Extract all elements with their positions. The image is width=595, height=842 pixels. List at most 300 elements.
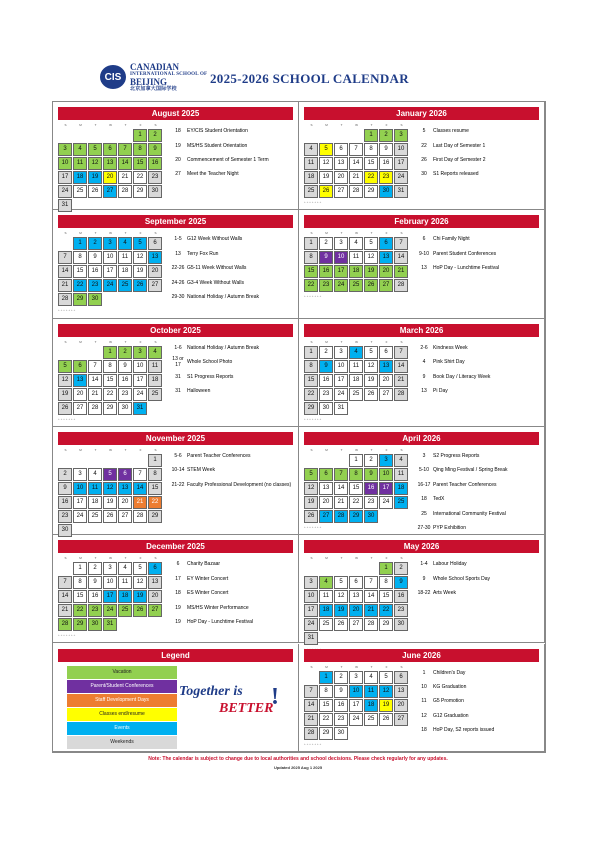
day-cell: 15 <box>364 157 378 170</box>
day-cell: 29 <box>379 618 393 631</box>
day-cell <box>304 671 318 684</box>
day-cell: 20 <box>118 496 132 509</box>
day-cell: 24 <box>379 496 393 509</box>
day-cell: 11 <box>349 360 363 373</box>
day-cell: 12 <box>304 482 318 495</box>
day-cell <box>133 293 147 306</box>
event-date: 5-10 <box>418 467 429 474</box>
weekday-label: S <box>400 123 403 127</box>
weekday-label: W <box>355 231 358 236</box>
day-cell: 10 <box>394 143 408 156</box>
weekday-label: W <box>355 123 358 127</box>
day-cell: 21 <box>304 713 318 726</box>
event-date: 9 <box>422 575 426 582</box>
event-item <box>415 355 540 369</box>
event-item <box>415 247 540 261</box>
day-cell: 27 <box>148 604 162 617</box>
day-cell: 26 <box>364 279 378 292</box>
day-cell: 2 <box>319 346 333 359</box>
event-date: 22-26 <box>171 265 185 272</box>
event-item <box>415 369 540 383</box>
weekday-label: S <box>310 664 313 669</box>
month-panel-june-2026 <box>299 644 545 752</box>
day-cell <box>319 454 333 467</box>
day-cell: 24 <box>304 618 318 631</box>
event-date: 22 <box>421 142 427 149</box>
month-grid <box>304 122 409 204</box>
event-item <box>415 384 540 398</box>
day-cell: 11 <box>73 157 87 170</box>
event-text: G3-4 Week Without Walls <box>187 279 244 286</box>
day-cell: 7 <box>304 685 318 698</box>
day-cell: 29 <box>304 402 318 415</box>
weekday-label: S <box>310 339 313 344</box>
month-footnote: + + + + + + + <box>58 416 76 421</box>
day-cell: 14 <box>364 590 378 603</box>
day-cell <box>73 346 87 359</box>
day-cell: 8 <box>133 143 147 156</box>
day-cell: 20 <box>379 374 393 387</box>
event-text: International Community Festival <box>433 510 506 517</box>
day-cell <box>118 454 132 467</box>
month-grid <box>58 339 163 421</box>
event-date: 5 <box>422 128 426 135</box>
event-text: National Holiday / Autumn Break <box>187 294 259 301</box>
day-cell: 14 <box>304 699 318 712</box>
day-cell: 9 <box>394 576 408 589</box>
event-text: Commencement of Semester 1 Term <box>187 156 269 163</box>
event-text: STEM Week <box>187 467 215 474</box>
day-cell: 26 <box>319 185 333 198</box>
day-cell: 25 <box>88 510 102 523</box>
event-date: 24-26 <box>171 279 185 286</box>
day-cell <box>364 562 378 575</box>
day-cell: 17 <box>334 265 348 278</box>
day-cell <box>148 402 162 415</box>
day-cell: 20 <box>103 171 117 184</box>
week-row <box>304 279 409 293</box>
week-row <box>58 496 163 510</box>
weekday-label: W <box>109 556 112 561</box>
day-cell: 1 <box>364 129 378 142</box>
event-list <box>415 449 540 535</box>
week-row <box>58 618 163 632</box>
day-cell: 23 <box>148 171 162 184</box>
day-cell: 19 <box>364 374 378 387</box>
day-cell: 26 <box>103 510 117 523</box>
day-cell: 16 <box>319 374 333 387</box>
day-cell: 26 <box>364 388 378 401</box>
day-cell: 14 <box>334 482 348 495</box>
event-item <box>415 167 540 181</box>
month-title: May 2026 <box>304 540 539 553</box>
weekday-label: W <box>109 231 112 236</box>
day-cell: 20 <box>73 388 87 401</box>
day-cell: 14 <box>394 360 408 373</box>
event-date: 13 <box>175 250 181 257</box>
weekday-label: T <box>370 123 373 127</box>
event-date: 13 <box>421 265 427 272</box>
day-cell: 25 <box>118 279 132 292</box>
day-cell <box>319 562 333 575</box>
day-cell: 28 <box>394 388 408 401</box>
weekday-label: M <box>325 556 328 561</box>
event-text: Terry Fox Run <box>187 250 219 257</box>
event-text: First Day of Semester 2 <box>433 156 486 163</box>
day-cell: 30 <box>319 402 333 415</box>
day-cell: 16 <box>379 157 393 170</box>
day-cell: 29 <box>319 727 333 740</box>
day-cell <box>88 129 102 142</box>
week-row <box>304 143 409 157</box>
week-row <box>304 185 409 199</box>
day-cell: 10 <box>58 157 72 170</box>
day-cell: 18 <box>364 699 378 712</box>
day-cell: 18 <box>148 374 162 387</box>
day-cell: 30 <box>88 618 102 631</box>
weekday-label: T <box>340 339 343 344</box>
event-text: S1 Reports released <box>433 171 479 178</box>
day-cell: 2 <box>88 562 102 575</box>
day-cell: 23 <box>88 604 102 617</box>
day-cell <box>334 454 348 467</box>
day-cell <box>349 727 363 740</box>
day-cell: 28 <box>364 618 378 631</box>
day-cell <box>58 129 72 142</box>
day-cell <box>394 402 408 415</box>
day-cell <box>379 402 393 415</box>
day-cell: 31 <box>133 402 147 415</box>
day-cell: 20 <box>379 265 393 278</box>
day-cell: 19 <box>103 496 117 509</box>
day-cell: 18 <box>349 265 363 278</box>
event-item <box>415 492 540 506</box>
weekday-label: W <box>109 339 112 344</box>
event-date: 18 <box>175 590 181 597</box>
weekday-label: S <box>64 556 67 561</box>
weekday-header <box>58 555 163 562</box>
event-text: Parent Student Conferences <box>433 250 497 257</box>
event-text: Qing Ming Festival / Spring Break <box>433 467 508 474</box>
day-cell <box>58 237 72 250</box>
day-cell <box>148 293 162 306</box>
day-cell: 19 <box>304 496 318 509</box>
day-cell: 24 <box>334 388 348 401</box>
day-cell: 17 <box>349 699 363 712</box>
event-list <box>415 232 540 275</box>
month-footnote: + + + + + + + <box>304 741 322 746</box>
legend-item: Weekends <box>67 736 177 749</box>
day-cell: 25 <box>304 185 318 198</box>
day-cell: 5 <box>133 562 147 575</box>
day-cell: 14 <box>133 482 147 495</box>
day-cell: 7 <box>118 143 132 156</box>
event-date: 20 <box>175 156 181 163</box>
day-cell: 9 <box>58 482 72 495</box>
event-text: HoP Day - Lunchtime Festival <box>187 618 254 625</box>
day-cell: 30 <box>88 293 102 306</box>
weekday-label: T <box>370 664 373 669</box>
day-cell: 11 <box>304 157 318 170</box>
day-cell: 16 <box>394 590 408 603</box>
day-cell: 4 <box>118 237 132 250</box>
day-cell: 5 <box>88 143 102 156</box>
weekday-label: S <box>64 231 67 236</box>
school-name-cn: 北京加拿大国际学校 <box>130 87 177 92</box>
event-item <box>169 261 294 275</box>
day-cell: 10 <box>103 251 117 264</box>
weekday-header <box>304 447 409 454</box>
event-list <box>415 666 540 738</box>
day-cell: 6 <box>148 237 162 250</box>
legend-item: Classes end/resume <box>67 708 177 721</box>
event-text: G12 Week Without Walls <box>187 236 243 243</box>
event-text: ES Winter Concert <box>187 590 229 597</box>
event-item <box>169 355 294 369</box>
event-item <box>169 341 294 355</box>
day-cell: 17 <box>379 482 393 495</box>
day-cell: 14 <box>349 157 363 170</box>
event-text: PYP Exhibition <box>433 525 466 532</box>
day-cell: 24 <box>334 279 348 292</box>
weekday-label: T <box>370 231 373 236</box>
day-cell: 6 <box>148 562 162 575</box>
event-text: Whole School Photo <box>187 359 233 366</box>
day-cell: 15 <box>319 699 333 712</box>
event-item <box>415 138 540 152</box>
day-cell: 28 <box>349 185 363 198</box>
event-item <box>169 138 294 152</box>
day-cell: 19 <box>133 590 147 603</box>
weekday-label: W <box>355 447 358 452</box>
legend-item: Events <box>67 722 177 735</box>
day-cell: 15 <box>304 374 318 387</box>
day-cell <box>304 454 318 467</box>
weekday-header <box>304 339 409 346</box>
week-row <box>58 468 163 482</box>
day-cell: 25 <box>394 496 408 509</box>
day-cell: 4 <box>349 237 363 250</box>
day-cell: 20 <box>334 171 348 184</box>
day-cell: 11 <box>118 251 132 264</box>
day-cell: 13 <box>73 374 87 387</box>
event-date: 19 <box>175 604 181 611</box>
month-panel-february-2026 <box>299 210 545 318</box>
day-cell <box>304 129 318 142</box>
day-cell <box>334 129 348 142</box>
day-cell: 28 <box>133 510 147 523</box>
event-item <box>169 290 294 304</box>
month-title: April 2026 <box>304 432 539 445</box>
weekday-label: M <box>325 664 328 669</box>
day-cell: 27 <box>379 388 393 401</box>
week-row <box>304 157 409 171</box>
school-name-line3: BEIJING <box>130 77 168 87</box>
month-grid <box>58 447 163 543</box>
day-cell: 12 <box>379 685 393 698</box>
day-cell: 3 <box>334 237 348 250</box>
day-cell: 29 <box>73 293 87 306</box>
week-row <box>304 237 409 251</box>
weekday-header <box>304 230 409 237</box>
event-item <box>415 666 540 680</box>
week-row <box>304 713 409 727</box>
weekday-label: F <box>385 339 388 344</box>
slogan-line2: BETTER <box>219 700 274 716</box>
day-cell: 20 <box>394 699 408 712</box>
day-cell: 22 <box>319 713 333 726</box>
event-date: 9-10 <box>418 250 429 257</box>
week-row <box>58 237 163 251</box>
event-item <box>169 275 294 289</box>
day-cell: 17 <box>58 171 72 184</box>
event-item <box>169 449 294 463</box>
day-cell: 23 <box>319 279 333 292</box>
day-cell: 29 <box>349 510 363 523</box>
day-cell: 2 <box>334 671 348 684</box>
day-cell <box>118 129 132 142</box>
day-cell: 4 <box>364 671 378 684</box>
month-title: January 2026 <box>304 107 539 120</box>
day-cell: 23 <box>118 388 132 401</box>
event-list <box>169 232 294 304</box>
event-text: Pink Shirt Day <box>433 359 465 366</box>
day-cell: 5 <box>103 468 117 481</box>
day-cell: 9 <box>319 360 333 373</box>
week-row <box>304 129 409 143</box>
event-date: 19 <box>175 618 181 625</box>
event-date: 18-22 <box>417 590 431 597</box>
day-cell: 7 <box>133 468 147 481</box>
weekday-label: F <box>385 231 388 236</box>
day-cell: 22 <box>304 279 318 292</box>
day-cell: 2 <box>319 237 333 250</box>
day-cell: 5 <box>133 237 147 250</box>
event-date: 29-30 <box>171 294 185 301</box>
month-grid <box>304 664 409 746</box>
day-cell: 15 <box>349 482 363 495</box>
day-cell: 30 <box>394 618 408 631</box>
weekday-label: T <box>370 339 373 344</box>
day-cell: 31 <box>394 185 408 198</box>
event-item <box>415 572 540 586</box>
week-row <box>304 496 409 510</box>
event-item <box>415 232 540 246</box>
event-text: Arts Week <box>433 590 456 597</box>
day-cell <box>364 727 378 740</box>
weekday-label: T <box>124 556 127 561</box>
month-footnote: + + + + + + + <box>304 524 322 529</box>
event-text: Faculty Professional Development (no classes) <box>187 481 292 488</box>
day-cell: 12 <box>364 251 378 264</box>
weekday-label: T <box>124 231 127 236</box>
event-item <box>415 521 540 535</box>
month-grid <box>304 447 409 529</box>
day-cell: 21 <box>118 171 132 184</box>
weekday-label: S <box>400 664 403 669</box>
day-cell: 10 <box>133 360 147 373</box>
day-cell <box>73 454 87 467</box>
day-cell <box>118 618 132 631</box>
week-row <box>304 374 409 388</box>
day-cell: 17 <box>304 604 318 617</box>
day-cell: 5 <box>334 576 348 589</box>
day-cell: 2 <box>379 129 393 142</box>
day-cell: 22 <box>133 171 147 184</box>
event-text: G5-11 Week Without Walls <box>187 265 247 272</box>
event-item <box>415 463 540 477</box>
event-text: Meet the Teacher Night <box>187 171 239 178</box>
day-cell: 21 <box>349 171 363 184</box>
day-cell: 8 <box>319 685 333 698</box>
day-cell: 5 <box>319 143 333 156</box>
day-cell: 21 <box>133 496 147 509</box>
event-text: MS/HS Student Orientation <box>187 142 248 149</box>
day-cell: 3 <box>379 454 393 467</box>
day-cell: 29 <box>364 185 378 198</box>
day-cell: 8 <box>304 251 318 264</box>
event-item <box>415 261 540 275</box>
day-cell <box>364 402 378 415</box>
week-row <box>58 388 163 402</box>
weekday-label: S <box>154 339 157 344</box>
month-title: June 2026 <box>304 649 539 662</box>
week-row <box>58 590 163 604</box>
weekday-header <box>58 230 163 237</box>
week-row <box>304 604 409 618</box>
weekday-label: M <box>79 231 82 236</box>
day-cell: 24 <box>133 388 147 401</box>
weekday-label: S <box>154 447 157 452</box>
day-cell: 6 <box>349 576 363 589</box>
week-row <box>304 388 409 402</box>
week-row <box>304 265 409 279</box>
week-row <box>58 171 163 185</box>
day-cell: 10 <box>334 360 348 373</box>
weekday-label: W <box>109 123 112 127</box>
event-text: G12 Graduation <box>433 712 469 719</box>
event-text: National Holiday / Autumn Break <box>187 344 259 351</box>
day-cell <box>349 402 363 415</box>
day-cell: 13 <box>319 482 333 495</box>
day-cell: 26 <box>88 185 102 198</box>
week-row <box>58 293 163 307</box>
weekday-label: F <box>139 231 142 236</box>
day-cell: 7 <box>58 576 72 589</box>
event-list <box>169 341 294 399</box>
day-cell: 15 <box>304 265 318 278</box>
event-item <box>415 449 540 463</box>
event-date: 1-4 <box>420 561 428 568</box>
day-cell: 3 <box>103 562 117 575</box>
weekday-label: M <box>325 447 328 452</box>
day-cell: 29 <box>103 402 117 415</box>
day-cell: 3 <box>394 129 408 142</box>
day-cell: 8 <box>364 143 378 156</box>
day-cell: 6 <box>379 237 393 250</box>
day-cell: 5 <box>364 237 378 250</box>
day-cell: 30 <box>58 524 72 537</box>
day-cell: 8 <box>73 251 87 264</box>
school-name-line1: CANADIAN <box>130 62 179 72</box>
month-panel-september-2025 <box>53 210 299 318</box>
day-cell: 15 <box>133 157 147 170</box>
day-cell: 18 <box>118 590 132 603</box>
weekday-label: M <box>79 447 82 452</box>
weekday-label: M <box>325 231 328 236</box>
day-cell: 30 <box>364 510 378 523</box>
day-cell: 11 <box>349 251 363 264</box>
